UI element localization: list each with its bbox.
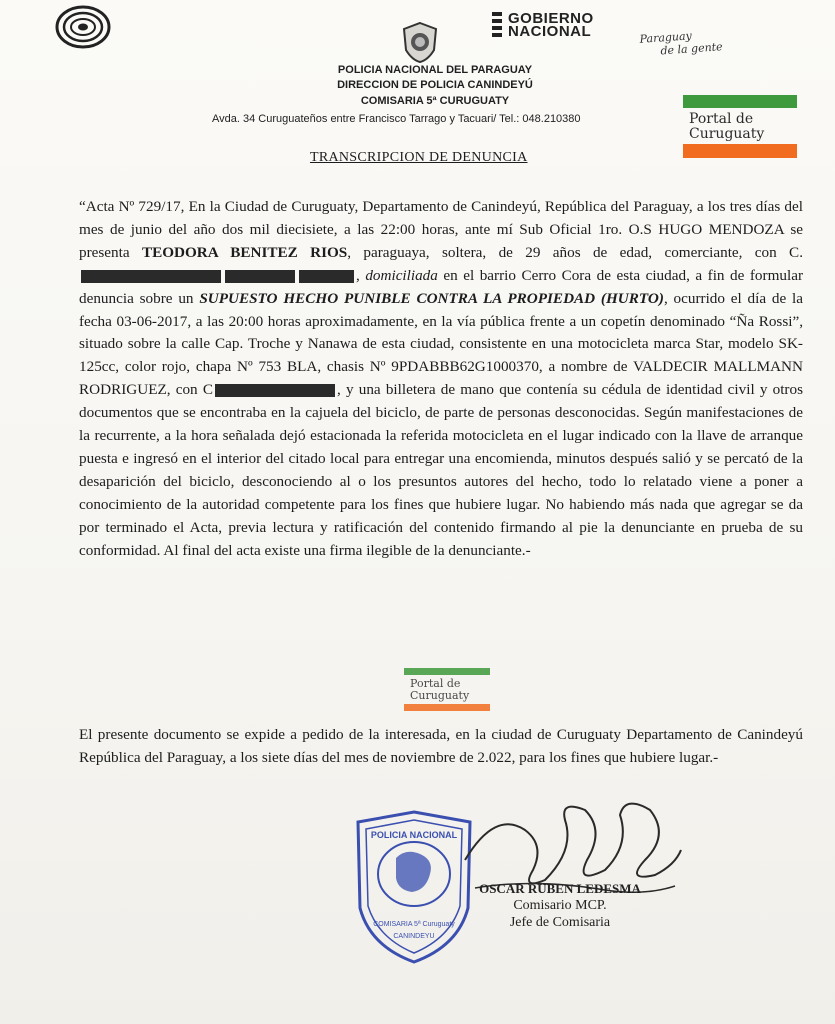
issuance-paragraph: El presente documento se expide a pedido de la interesada, en la ciudad de Curuguaty Departamento de Canindeyú República del Paraguay, a los siete días del mes de noviembre de 2.022, para los fines que hubiere lugar.- [79,726,803,766]
header-direction: DIRECCION DE POLICIA CANINDEYÚ [337,79,533,91]
signer-rank: Comisario MCP. [513,898,607,913]
crime-description: SUPUESTO HECHO PUNIBLE CONTRA LA PROPIEDAD (HURTO) [199,289,664,307]
paraguay-slogan: Paraguay de la gente [639,29,723,58]
national-seal-icon [55,5,111,49]
document-title: TRANSCRIPCION DE DENUNCIA [310,150,528,165]
police-emblem-icon [398,20,442,64]
redacted-id [299,270,354,283]
portal-curuguaty-watermark: Portal de Curuguaty [683,95,797,158]
header-institution: POLICIA NACIONAL DEL PARAGUAY [337,64,533,76]
redacted-id [215,384,335,397]
redacted-id [225,270,295,283]
complaint-paragraph: “Acta Nº 729/17, En la Ciudad de Curuguaty, Departamento de Canindeyú, República del Paraguay, a los tres días del mes de junio del año dos mil diecisiete, a las 22:00 horas, ante mí Sub Oficial 1ro. O.S HUGO MENDOZA se presenta TEODORA BENITEZ RIOS, paraguaya, soltera, de 29 años de edad, comerciante, con C., domiciliada en el barrio Cerro Cora de esta ciudad, a fin de formular denuncia sobre un SUPUESTO HECHO PUNIBLE CONTRA LA PROPIEDAD (HURTO), ocurrido el día de la fecha 03-06-2017, a las 20:00 horas aproximadamente, en la vía pública frente a un copetín denominado “Ña Rossi”, situado sobre la calle Cap. Troche y Nanawa de esta ciudad, consistente en una motocicleta marca Star, modelo SK-125cc, color rojo, chapa Nº 753 BLA, chasis Nº 9PDABBB62G1000370, a nombre de VALDECIR MALLMANN RODRIGUEZ, con C , y una billetera de mano que contenía su cédula de identidad civil y otros documentos que se encontraba en la cajuela del biciclo, de parte de personas desconocidas. Según manifestaciones de la recurrente, a la hora señalada dejó estacionada la referida motocicleta en el lugar indicado con la llave de arranque puesta e ingresó en el interior del citado local para entregar una encomienda, minutos después salió y se percató de la desaparición del biciclo, desconociendo al o los presuntos autores del hecho, todo lo relatado viene a poner a conocimiento de la autoridad competente para los fines que hubiere lugar. No habiendo más nada que agregar se da por terminado el Acta, previa lectura y ratificación del contenido firmando al pie la denunciante en prueba de su conformidad. Al final del acta existe una firma ilegible de la denunciante.- [79,198,804,559]
stamp-top-text: POLICIA NACIONAL [370,830,458,840]
stamp-bottom-text-2: CANINDEYU [393,933,435,940]
signer-role: Jefe de Comisaria [509,915,611,930]
complainant-name: TEODORA BENITEZ RIOS [141,243,348,261]
signer-name: OSCAR RUBEN LEDESMA [479,881,641,896]
signer-block [470,880,650,931]
header-station: COMISARIA 5ª CURUGUATY [360,95,510,107]
stamp-bottom-text: COMISARIA 5ª Curuguaty [373,921,455,928]
portal-curuguaty-watermark-small: Portal de Curuguaty [404,668,490,711]
redacted-id [81,270,221,283]
header-address: Avda. 34 Curuguateños entre Francisco Tarrago y Tacuari/ Tel.: 048.210380 [212,113,581,125]
gobierno-nacional-logo: GOBIERNO NACIONAL [492,12,594,38]
